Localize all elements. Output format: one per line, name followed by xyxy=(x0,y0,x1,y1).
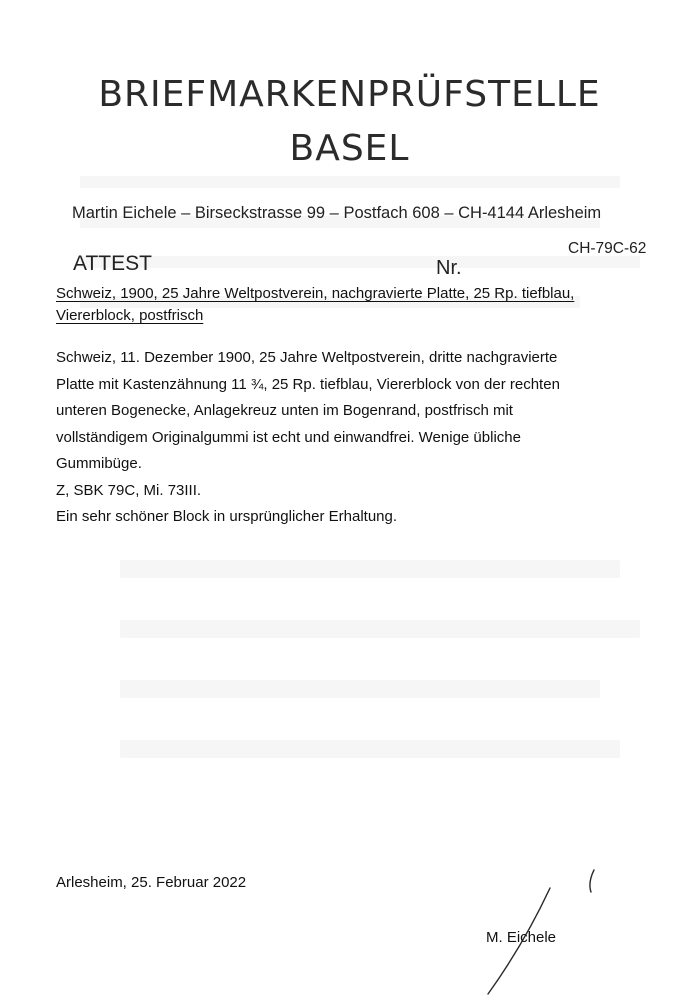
subject-line-1: Schweiz, 1900, 25 Jahre Weltpostverein, nachgravierte Platte, 25 Rp. tiefblau, xyxy=(56,285,575,302)
conclusion-text: Ein sehr schöner Block in ursprünglicher Erhaltung. xyxy=(56,508,398,525)
subject-heading xyxy=(56,283,656,327)
place-date: Arlesheim, 25. Februar 2022 xyxy=(56,874,247,891)
description-line: unteren Bogenecke, Anlagekreuz unten im Bogenrand, postfrisch mit xyxy=(56,402,513,419)
certificate-body xyxy=(56,345,656,531)
description-line: Platte mit Kastenzähnung 11 ¾, 25 Rp. tiefblau, Viererblock von der rechten xyxy=(56,375,560,393)
description-line: Gummibüge. xyxy=(56,455,142,472)
number-label: Nr. xyxy=(436,257,462,279)
signer-name: M. Eichele xyxy=(486,929,557,946)
address-line: Martin Eichele – Birseckstrasse 99 – Postfach 608 – CH-4144 Arlesheim xyxy=(72,204,602,222)
attest-label: ATTEST xyxy=(73,252,152,275)
page-subtitle: BASEL xyxy=(289,128,410,169)
description-line: vollständigem Originalgummi ist echt und einwandfrei. Wenige übliche xyxy=(56,428,521,446)
subject-line-2: Viererblock, postfrisch xyxy=(56,307,204,324)
page-title: BRIEFMARKENPRÜFSTELLE xyxy=(98,74,601,115)
catalog-reference: Z, SBK 79C, Mi. 73III. xyxy=(56,481,202,499)
certificate-number: CH-79C-62 xyxy=(568,240,647,257)
description-line: Schweiz, 11. Dezember 1900, 25 Jahre Weltpostverein, dritte nachgravierte xyxy=(56,349,558,366)
